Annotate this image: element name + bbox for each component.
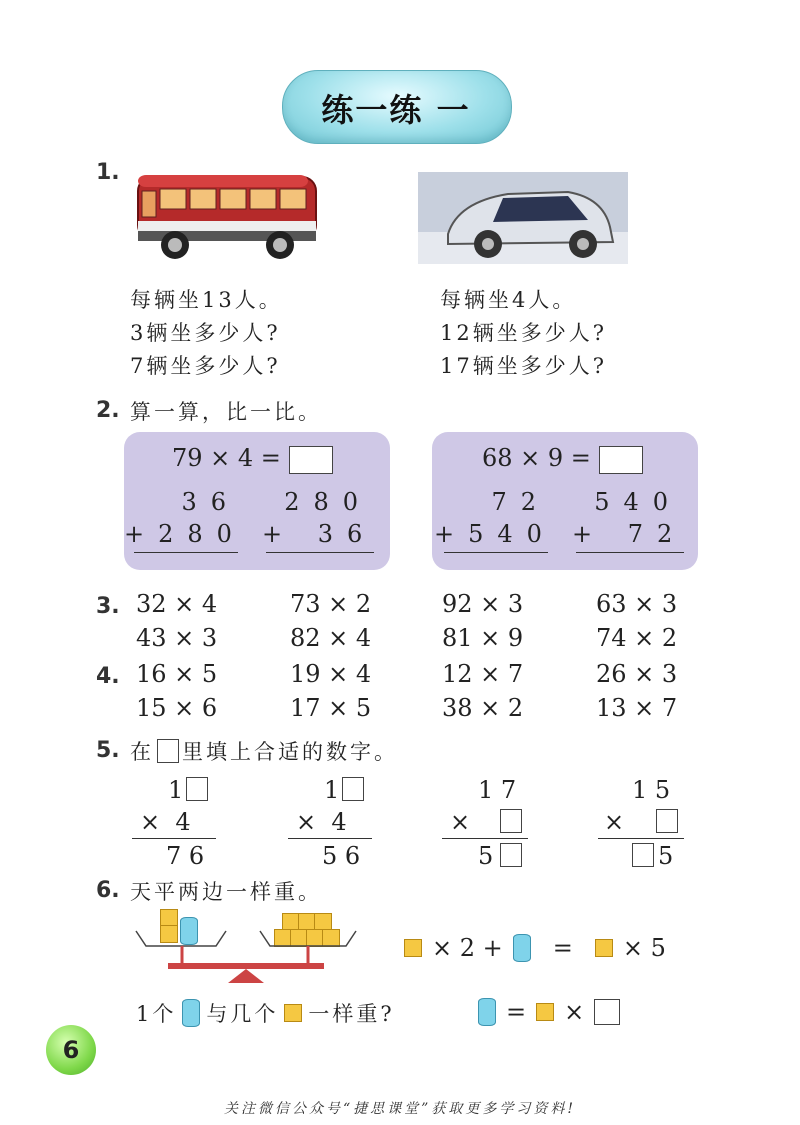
question-number-1: 1.: [96, 160, 120, 185]
cube-icon: [284, 1004, 302, 1022]
cube-icon: [404, 939, 422, 957]
right-b-rule: [576, 552, 684, 553]
calc-eq-right: [482, 444, 643, 474]
p2-blank[interactable]: [342, 777, 364, 801]
p2-top: 1: [324, 776, 340, 804]
cylinder-icon: [478, 998, 496, 1026]
p3-result-blank[interactable]: [500, 843, 522, 867]
q3-r1-c3: 92 × 3: [442, 590, 524, 618]
p4-mul: ×: [604, 808, 625, 836]
p3-rule: [442, 838, 528, 839]
answer-box[interactable]: [289, 446, 333, 474]
page-number: 6: [46, 1025, 96, 1075]
p4-multiplier-blank[interactable]: [656, 809, 678, 833]
q3-r1-c2: 73 × 2: [290, 590, 372, 618]
question-number-5: 5.: [96, 738, 120, 763]
p1-result: 7 6: [166, 842, 205, 870]
p3-multiplier-blank[interactable]: [500, 809, 522, 833]
right-a-top: 72: [491, 488, 550, 516]
left-a-top: 36: [181, 488, 240, 516]
calc-eq-left-text: 79 × 4 =: [172, 444, 281, 472]
p1-blank[interactable]: [186, 777, 208, 801]
balance-scale-image: [130, 905, 360, 987]
q6-instruction: 天平两边一样重。: [130, 880, 322, 904]
cube-icon: [536, 1003, 554, 1021]
ask-part-b: 与几个: [206, 1002, 279, 1026]
q3-r1-c4: 63 × 3: [596, 590, 678, 618]
ans-equals: =: [506, 998, 527, 1026]
q3-r2-c1: 43 × 3: [136, 624, 218, 652]
left-b-bottom: + 36: [262, 520, 377, 548]
p4-top: 1 5: [632, 776, 671, 804]
question-number-4: 4.: [96, 664, 120, 689]
left-b-top: 280: [284, 488, 372, 516]
q4-r2-c4: 13 × 7: [596, 694, 678, 722]
left-b-rule: [266, 552, 374, 553]
ask-part-a: 1个: [136, 1002, 177, 1026]
footer-note: 关注微信公众号“捷思课堂”获取更多学习资料!: [224, 1101, 576, 1117]
p1-rule: [132, 838, 216, 839]
bus-line-3: 7辆坐多少人?: [130, 354, 281, 378]
q6-question: [136, 998, 395, 1028]
question-number-3: 3.: [96, 594, 120, 619]
car-line-3: 17辆坐多少人?: [440, 354, 607, 378]
p3-result: 5: [478, 842, 494, 870]
right-b-top: 540: [594, 488, 682, 516]
right-b-bottom: + 72: [572, 520, 687, 548]
bus-line-1: 每辆坐13人。: [130, 288, 283, 312]
q4-r1-c1: 16 × 5: [136, 660, 218, 688]
p1-mul: × 4: [140, 808, 191, 836]
cube-icon: [595, 939, 613, 957]
p2-result: 5 6: [322, 842, 361, 870]
blank-box-icon: [157, 739, 179, 763]
page-title: 练一练 一: [321, 91, 471, 129]
q4-r1-c2: 19 × 4: [290, 660, 372, 688]
answer-blank-box[interactable]: [594, 999, 620, 1025]
bus-problem: [130, 284, 283, 383]
eq-times-five: × 5: [622, 934, 666, 962]
right-a-rule: [444, 552, 548, 553]
bus-line-2: 3辆坐多少人?: [130, 321, 281, 345]
p3-top: 1 7: [478, 776, 517, 804]
q4-r2-c1: 15 × 6: [136, 694, 218, 722]
q4-r1-c4: 26 × 3: [596, 660, 678, 688]
car-line-1: 每辆坐4人。: [440, 288, 577, 312]
q3-r2-c2: 82 × 4: [290, 624, 372, 652]
bus-image: [130, 165, 325, 265]
q5-label-a: 在: [130, 740, 154, 764]
cylinder-icon: [182, 999, 200, 1027]
q3-r2-c4: 74 × 2: [596, 624, 678, 652]
ask-part-c: 一样重?: [308, 1002, 395, 1026]
q4-r2-c2: 17 × 5: [290, 694, 372, 722]
car-line-2: 12辆坐多少人?: [440, 321, 607, 345]
p3-mul: ×: [450, 808, 471, 836]
calc-eq-right-text: 68 × 9 =: [482, 444, 591, 472]
eq-equals: =: [552, 934, 573, 962]
q5-instruction: [130, 736, 398, 766]
calc-eq-left: [172, 444, 333, 474]
right-a-bottom: +540: [434, 520, 556, 548]
car-image: [418, 172, 628, 264]
left-a-bottom: +280: [124, 520, 246, 548]
ans-times: ×: [564, 998, 585, 1026]
q6-answer-row: [478, 998, 620, 1026]
p1-top: 1: [168, 776, 184, 804]
q5-label-b: 里填上合适的数字。: [182, 740, 398, 764]
q3-r1-c1: 32 × 4: [136, 590, 218, 618]
p4-result-blank[interactable]: [632, 843, 654, 867]
q4-r2-c3: 38 × 2: [442, 694, 524, 722]
left-a-rule: [134, 552, 238, 553]
p4-rule: [598, 838, 684, 839]
cylinder-icon: [513, 934, 531, 962]
eq-times-two: × 2 +: [432, 934, 503, 962]
car-problem: [440, 284, 607, 383]
question-number-6: 6.: [96, 878, 120, 903]
q3-r2-c3: 81 × 9: [442, 624, 524, 652]
q2-instruction: 算一算，比一比。: [130, 400, 322, 424]
balance-equation: [404, 934, 666, 962]
p2-mul: × 4: [296, 808, 347, 836]
p2-rule: [288, 838, 372, 839]
q4-r1-c3: 12 × 7: [442, 660, 524, 688]
p4-result: 5: [658, 842, 674, 870]
answer-box[interactable]: [599, 446, 643, 474]
question-number-2: 2.: [96, 398, 120, 423]
